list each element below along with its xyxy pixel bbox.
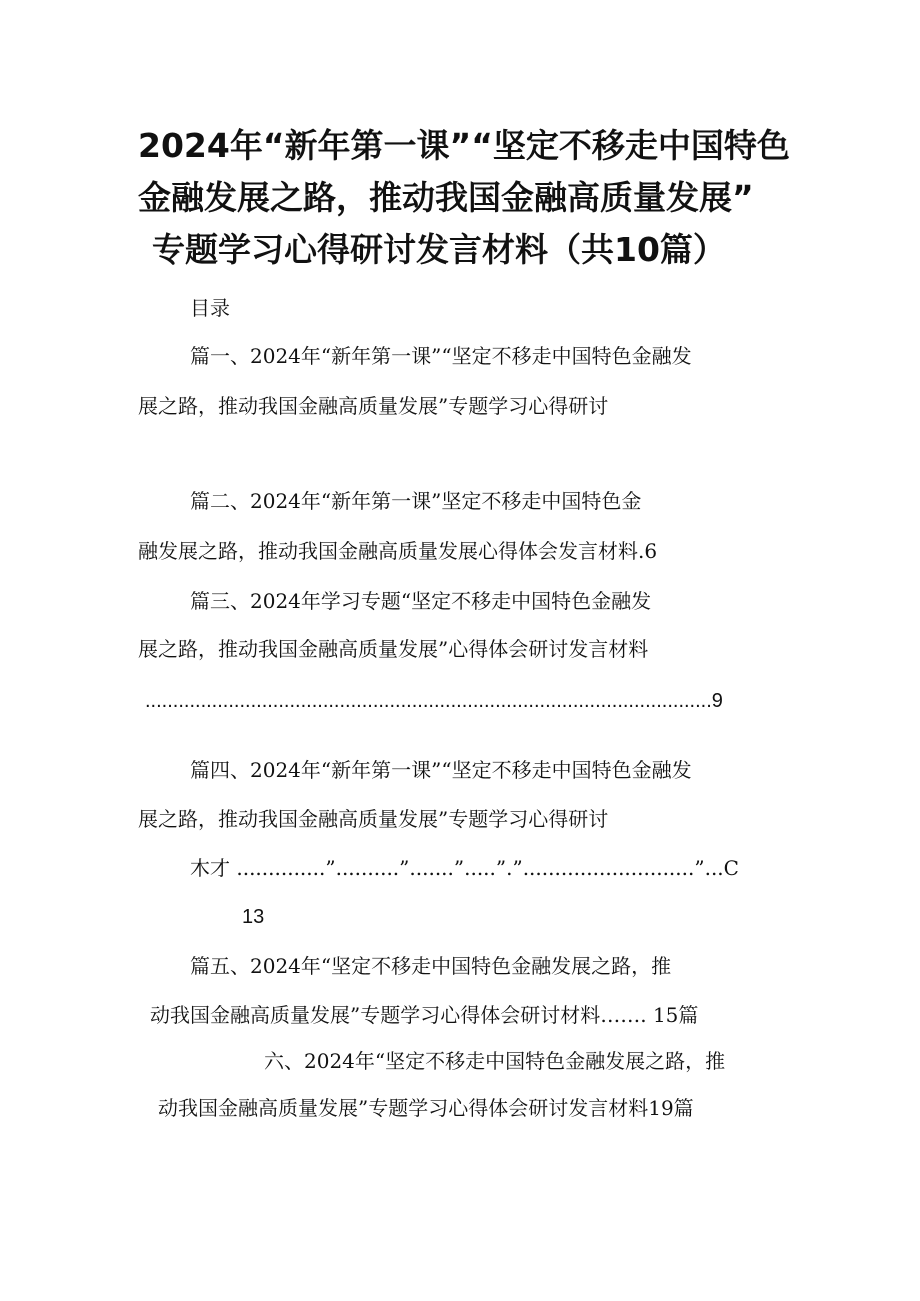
toc-entry-6-line-1: 六、2024年“坚定不移走中国特色金融发展之路，推 (264, 1049, 726, 1073)
document-title (138, 120, 798, 276)
toc-entry-3-line-1: 篇三、2024年学习专题“坚定不移走中国特色金融发 (190, 589, 652, 613)
title-line-1: 2024年“新年第一课”“坚定不移走中国特色 (138, 126, 790, 165)
title-line-3: 专题学习心得研讨发言材料（共10篇） (152, 230, 726, 269)
toc-entry-4-line-2: 展之路，推动我国金融高质量发展”专题学习心得研讨 (138, 807, 609, 831)
toc-entry-6-line-2: 动我国金融高质量发展”专题学习心得体会研讨发言材料19篇 (158, 1096, 694, 1120)
toc-entry-4-page: 13 (242, 906, 265, 928)
title-line-2: 金融发展之路，推动我国金融高质量发展” (138, 178, 754, 217)
toc-entry-1-line-2: 展之路，推动我国金融高质量发展”专题学习心得研讨 (138, 394, 609, 418)
toc-entry-4-line-3: 木才 ..............”..........”.......”.....”.”...........................”...C (190, 856, 739, 880)
toc-entry-3-leader: ......................................................................................................9 (145, 690, 723, 712)
toc-entry-3-line-2: 展之路，推动我国金融高质量发展”心得体会研讨发言材料 (138, 637, 649, 661)
toc-entry-2-line-2: 融发展之路，推动我国金融高质量发展心得体会发言材料.6 (138, 539, 658, 563)
toc-heading: 目录 (190, 296, 230, 320)
toc-entry-5-line-1: 篇五、2024年“坚定不移走中国特色金融发展之路，推 (190, 954, 672, 978)
toc-entry-1-line-1: 篇一、2024年“新年第一课”“坚定不移走中国特色金融发 (190, 344, 692, 368)
toc-entry-5-line-2: 动我国金融高质量发展”专题学习心得体会研讨材料……. 15篇 (150, 1003, 699, 1027)
toc-entry-4-line-1: 篇四、2024年“新年第一课”“坚定不移走中国特色金融发 (190, 758, 692, 782)
toc-entry-2-line-1: 篇二、2024年“新年第一课”坚定不移走中国特色金 (190, 489, 642, 513)
